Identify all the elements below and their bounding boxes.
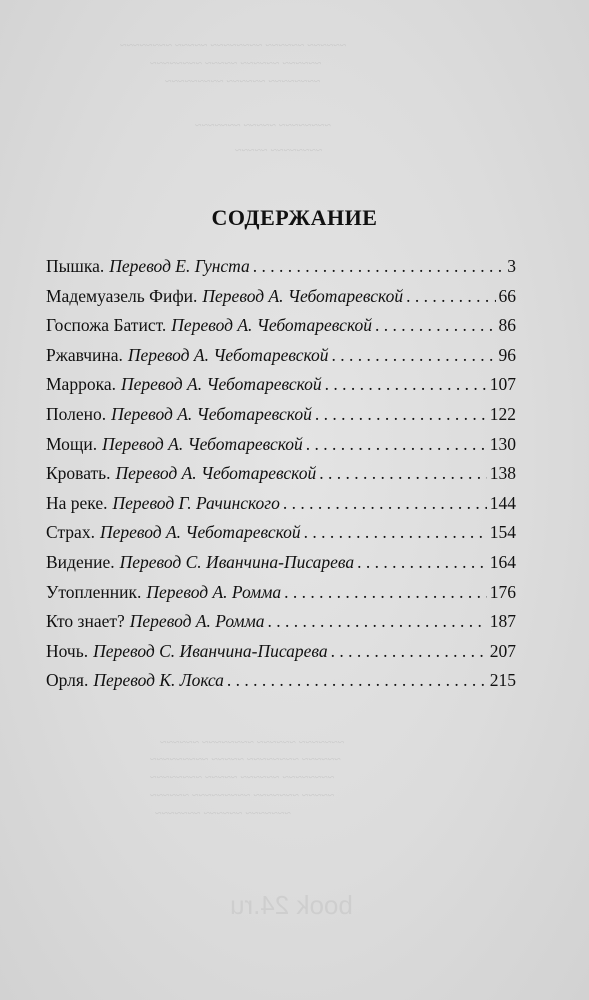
toc-entry: [46, 311, 516, 341]
toc-entry-translator: Перевод А. Чеботаревской: [171, 315, 372, 336]
page-title: СОДЕРЖАНИЕ: [211, 205, 378, 230]
show-through-text: ~~~~~ ~~~~~~~ ~~~~~~~~~ ~~~~~~: [150, 788, 335, 802]
toc-entry-page-number: 96: [498, 344, 516, 365]
toc-entry-page-number: 207: [489, 640, 516, 661]
toc-entry-page-number: 66: [498, 285, 516, 306]
toc-entry: [46, 607, 516, 637]
toc-entry-title: Утопленник.: [46, 581, 142, 602]
toc-entry-page-number: 3: [507, 256, 516, 276]
toc-entry-title: Госпожа Батист.: [46, 315, 167, 336]
toc-entry-page-number: 144: [489, 492, 516, 513]
toc-leader-dots: [284, 578, 487, 608]
toc-entry-page-number: 176: [489, 581, 516, 602]
toc-entry: [46, 252, 516, 282]
show-through-text: ~~~~~~~~ ~~~~~ ~~~~~~~: [195, 118, 331, 132]
show-through-text: ~~~~~~ ~~~~~~ ~~~~~~~~ ~~~~~ ~~~~~~~~: [120, 38, 347, 52]
show-through-text: ~~~~~~~ ~~~~~~ ~~~~~~~: [155, 806, 291, 820]
toc-entry-title: Пышка.: [46, 256, 105, 276]
show-through-text: ~~~~~~~ ~~~~~~ ~~~~~~~~ ~~~~~~: [160, 735, 345, 749]
toc-leader-dots: [283, 489, 487, 519]
toc-entry-title: Видение.: [46, 551, 115, 572]
toc-entry-translator: Перевод Е. Гунста: [109, 256, 250, 276]
toc-entry: [46, 430, 516, 460]
toc-entry-title: Орля.: [46, 670, 89, 691]
toc-entry-translator: Перевод С. Иванчина-Писарева: [93, 640, 328, 661]
toc-entry-title: Мощи.: [46, 433, 98, 454]
toc-leader-dots: [315, 400, 487, 430]
toc-leader-dots: [325, 370, 487, 400]
toc-leader-dots: [306, 430, 487, 460]
toc-entry-translator: Перевод С. Иванчина-Писарева: [119, 551, 355, 572]
toc-entry-page-number: 187: [489, 611, 516, 632]
toc-leader-dots: [319, 459, 487, 489]
toc-entry-page-number: 154: [489, 522, 516, 543]
toc-entry-title: Маррока.: [46, 374, 116, 395]
toc-leader-dots: [267, 607, 486, 637]
toc-entry: [46, 489, 516, 519]
table-of-contents: [46, 252, 516, 696]
toc-entry-translator: Перевод А. Чеботаревской: [120, 374, 322, 395]
toc-entry-translator: Перевод К. Локса: [93, 670, 224, 691]
toc-entry: [46, 637, 516, 667]
toc-entry-translator: Перевод А. Ромма: [146, 581, 282, 602]
toc-entry: [46, 578, 516, 608]
show-through-text: ~~~~~~~~ ~~~~~: [235, 143, 323, 157]
toc-leader-dots: [357, 548, 487, 578]
toc-leader-dots: [253, 252, 504, 282]
toc-entry-title: Мадемуазель Фифи.: [46, 285, 198, 306]
toc-entry-title: Ржавчина.: [46, 344, 123, 365]
toc-entry-translator: Перевод А. Ромма: [129, 611, 265, 632]
toc-entry-page-number: 130: [489, 433, 516, 454]
toc-entry: [46, 282, 516, 312]
toc-entry-page-number: 215: [489, 670, 516, 691]
toc-entry-translator: Перевод А. Чеботаревской: [102, 433, 303, 454]
toc-entry-page-number: 138: [489, 463, 516, 484]
toc-entry-title: Кто знает?: [46, 611, 125, 632]
toc-leader-dots: [304, 518, 487, 548]
toc-leader-dots: [406, 282, 495, 312]
toc-entry-translator: Перевод А. Чеботаревской: [115, 463, 317, 484]
toc-entry: [46, 370, 516, 400]
toc-entry: [46, 341, 516, 371]
toc-entry-translator: Перевод А. Чеботаревской: [127, 344, 329, 365]
toc-entry: [46, 459, 516, 489]
toc-entry-page-number: 107: [489, 374, 516, 395]
toc-entry: [46, 666, 516, 696]
toc-entry-page-number: 86: [498, 315, 516, 336]
watermark-logo: book 24.ru: [230, 890, 353, 920]
toc-leader-dots: [332, 341, 496, 371]
show-through-text: ~~~~~~~~ ~~~~~~ ~~~~~~~~~: [165, 74, 321, 88]
show-through-text: ~~~~~~ ~~~~~~ ~~~~~ ~~~~~~~~: [150, 56, 322, 70]
toc-entry-translator: Перевод А. Чеботаревской: [202, 285, 404, 306]
show-through-text: ~~~~~~ ~~~~~~~~ ~~~~~ ~~~~~~~~~: [150, 752, 341, 766]
show-through-text: ~~~~~~~~ ~~~~~~ ~~~~~ ~~~~~~~~: [150, 770, 335, 784]
toc-entry-page-number: 122: [489, 403, 516, 424]
toc-leader-dots: [227, 666, 487, 696]
toc-entry: [46, 518, 516, 548]
toc-entry-title: Страх.: [46, 522, 95, 543]
toc-leader-dots: [375, 311, 496, 341]
toc-entry-translator: Перевод А. Чеботаревской: [111, 403, 312, 424]
toc-entry-title: Кровать.: [46, 463, 111, 484]
toc-entry-title: Ночь.: [46, 640, 89, 661]
toc-entry: [46, 400, 516, 430]
toc-entry-translator: Перевод Г. Рачинского: [112, 492, 280, 513]
toc-entry-title: Полено.: [46, 403, 107, 424]
toc-entry-translator: Перевод А. Чеботаревской: [99, 522, 301, 543]
toc-leader-dots: [331, 637, 487, 667]
toc-entry: [46, 548, 516, 578]
toc-entry-title: На реке.: [46, 492, 108, 513]
toc-entry-page-number: 164: [489, 551, 516, 572]
